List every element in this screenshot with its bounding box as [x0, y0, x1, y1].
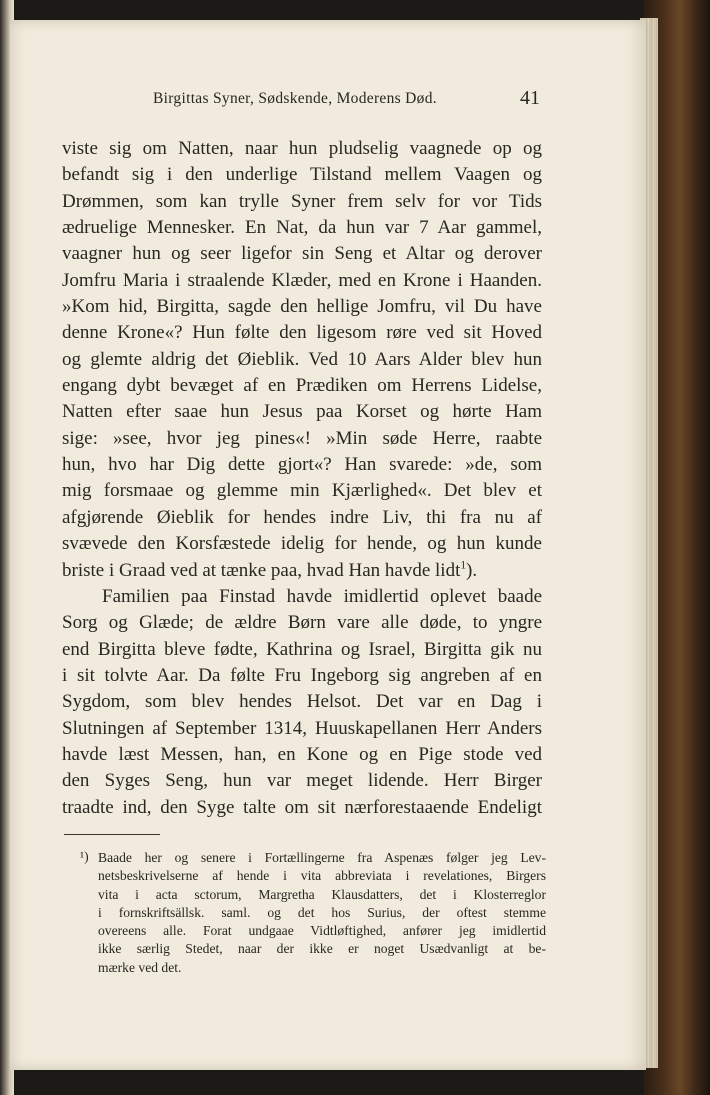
text-line: mig forsmaae og glemme min Kjærlighed«. Det blev et: [62, 480, 542, 502]
text-line: traadte ind, den Syge talte om sit nærforestaaende Endeligt: [62, 796, 542, 818]
footnote-line: overeens alle. Forat undgaae Vidtløftighed, anfører jeg imidlertid: [98, 923, 546, 939]
paragraph-first-line: Familien paa Finstad havde imidlertid oplevet baade: [102, 585, 542, 607]
text-line: ædruelige Mennesker. En Nat, da hun var 7 Aar gammel,: [62, 217, 542, 239]
page-number: 41: [520, 87, 540, 109]
text-line: Slutningen af September 1314, Huuskapellanen Herr Anders: [62, 717, 542, 739]
text-line: Drømmen, som kan trylle Syner frem selv for vor Tids: [62, 190, 542, 212]
footnote-mark: ¹): [80, 849, 89, 864]
text-line: Jomfru Maria i straalende Klæder, med en Krone i Haanden.: [62, 269, 542, 291]
footnote-line: i fornskriftsällsk. saml. og det hos Surius, der oftest stemme: [98, 904, 546, 920]
text-line: den Syges Seng, hun var meget lidende. Herr Birger: [62, 770, 542, 792]
footnote-reference: 1: [460, 559, 467, 572]
text-line: i sit tolvte Aar. Da følte Fru Ingeborg sig angreben af en: [62, 664, 542, 686]
footnote-line: vita i acta sctorum, Margretha Klausdatters, det i Klosterreglor: [98, 886, 546, 902]
text-line-with-footnote-ref: [62, 558, 542, 584]
text-line: havde læst Messen, han, en Kone og en Pige stode ved: [62, 743, 542, 765]
footnote-line: Baade her og senere i Fortællingerne fra Aspenæs følger jeg Lev-: [98, 850, 546, 865]
text-line: sige: »see, hvor jeg pines«! »Min søde Herre, raabte: [62, 427, 542, 449]
text-line: og glemte aldrig det Øieblik. Ved 10 Aars Alder blev hun: [62, 348, 542, 370]
text-line: Sorg og Glæde; de ældre Børn vare alle døde, to yngre: [62, 612, 542, 634]
text-line: »Kom hid, Birgitta, sagde den hellige Jomfru, vil Du have: [62, 296, 542, 318]
page-header: [0, 87, 710, 114]
text-line: afgjørende Øieblik for hendes indre Liv, thi fra nu af: [62, 506, 542, 528]
text-line-tail: ).: [466, 559, 478, 581]
footnote-divider: [64, 834, 160, 835]
footnote-line: mærke ved det.: [98, 959, 182, 975]
text-line: vaagner hun og seer ligefor sin Seng et Altar og derover: [62, 243, 542, 265]
text-line: befandt sig i den underlige Tilstand mellem Vaagen og: [62, 164, 542, 186]
footnote-line: ikke særlig Stedet, naar der ikke er noget Usædvanligt at be-: [98, 941, 546, 957]
text-line: end Birgitta bleve fødte, Kathrina og Israel, Birgitta gik nu: [62, 638, 542, 660]
text-line: denne Krone«? Hun følte den ligesom røre ved sit Hoved: [62, 322, 542, 344]
footnote: [98, 849, 546, 977]
footnote-line: netsbeskrivelserne af hende i vita abbreviata i revelationes, Birgers: [98, 868, 546, 884]
text-line: engang dybt bevæget af en Prædiken om Herrens Lidelse,: [62, 375, 542, 397]
text-line: svævede den Korsfæstede idelig for hende, og hun kunde: [62, 533, 542, 555]
text-line-content: briste i Graad ved at tænke paa, hvad Han havde lidt: [62, 559, 461, 581]
running-head: Birgittas Syner, Sødskende, Moderens Død.: [153, 90, 437, 107]
text-line: viste sig om Natten, naar hun pludselig vaagnede op og: [62, 138, 542, 159]
text-line: hun, hvo har Dig dette gjort«? Han svarede: »de, som: [62, 454, 542, 476]
text-line: Sygdom, som blev hendes Helsot. Det var en Dag i: [62, 691, 542, 713]
text-line: Natten efter saae hun Jesus paa Korset og hørte Ham: [62, 401, 542, 423]
main-text: [62, 136, 542, 821]
